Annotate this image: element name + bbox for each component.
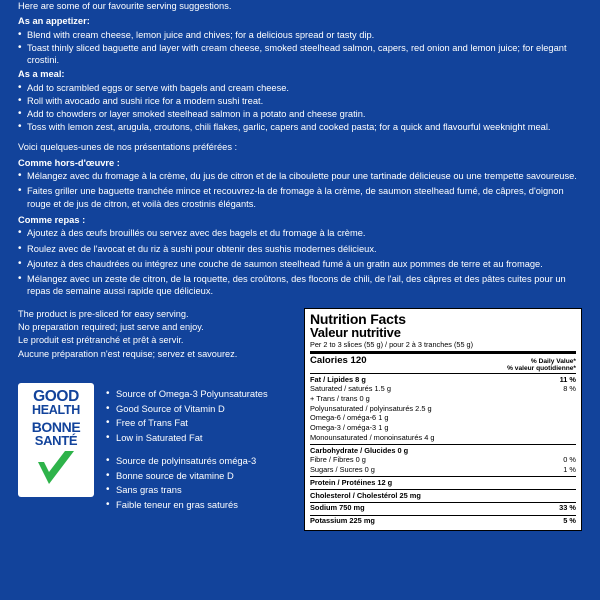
- serving-suggestions-en: [18, 0, 582, 134]
- list-item: • Mélangez avec du fromage à la crème, du jus de citron et de la ciboulette pour une tartinade délicieuse ou une trempette savoureuse.: [18, 170, 582, 182]
- left-column: [18, 308, 294, 513]
- badge-line-health: HEALTH: [32, 402, 80, 417]
- lower-section: [18, 308, 582, 532]
- list-item: • Ajoutez à des œufs brouillés ou servez avec des bagels et du fromage à la crème.: [18, 227, 582, 239]
- badge-line-bonne: BONNE: [31, 418, 81, 435]
- serving-list-repas: [18, 227, 582, 297]
- nutrient-label: Fibre / Fibres 0 g: [310, 455, 366, 465]
- prep-line: Le produit est prétranché et prêt à servir.: [18, 335, 184, 346]
- list-item: • Source de polyinsaturés oméga-3: [106, 454, 268, 469]
- list-item: • Bonne source de vitamine D: [106, 469, 268, 484]
- nutrient-label: Cholesterol / Cholestérol 25 mg: [310, 490, 421, 500]
- nutrient-label: Saturated / saturés 1.5 g: [310, 384, 391, 394]
- nutrition-title-en: Nutrition Facts: [310, 310, 406, 327]
- list-item: • Mélangez avec un zeste de citron, de la roquette, des croûtons, des flocons de chili, de l'ail, des câpres et des pâtes cuites pour un repas de semaine aussi rapide que délicieux.: [18, 273, 582, 298]
- nutrient-dv: 0 %: [563, 455, 576, 465]
- claims-list: [106, 383, 268, 513]
- serving-list-appetizer: [18, 29, 582, 67]
- list-item: • Faites griller une baguette tranchée mince et recouvrez-la de fromage à la crème, de saumon steelhead fumé, de câpres, d'oignon rouge et de jus de citron, et voilà des crostinis élégants.: [18, 185, 582, 210]
- nutrient-dv: [570, 424, 576, 433]
- daily-value-header: [507, 358, 576, 373]
- list-item: • Roulez avec de l'avocat et du riz à sushi pour obtenir des sushis modernes délicieux.: [18, 243, 582, 255]
- nutrient-label: Carbohydrate / Glucides 0 g: [310, 445, 409, 455]
- nutrient-label: Sodium 750 mg: [310, 503, 365, 513]
- claims-divider: [106, 445, 268, 454]
- nutrient-dv: [570, 447, 576, 456]
- nutrient-dv: [570, 479, 576, 488]
- nutrient-label: Omega-3 / oméga-3 1 g: [310, 423, 389, 433]
- list-item: • Good Source of Vitamin D: [106, 402, 268, 417]
- serving-intro-fr: Voici quelques-unes de nos présentations préférées :: [18, 141, 238, 152]
- nutrient-label: Polyunsaturated / polyinsaturés 2.5 g: [310, 403, 432, 413]
- nutrient-label: Potassium 225 mg: [310, 516, 375, 526]
- nutrient-dv: [570, 492, 576, 501]
- table-row: [310, 424, 576, 434]
- table-row: [310, 433, 576, 443]
- serving-heading-hors-doeuvre: Comme hors-d'œuvre :: [18, 157, 120, 168]
- list-item: • Add to chowders or layer smoked steelhead salmon in a potato and cheese gratin.: [18, 108, 582, 120]
- dv-label-fr: % valeur quotidienne*: [507, 364, 576, 372]
- table-row: [310, 491, 576, 501]
- list-item: • Source of Omega-3 Polyunsaturates: [106, 387, 268, 402]
- list-item: • Free of Trans Fat: [106, 416, 268, 431]
- serving-list-hors-doeuvre: [18, 170, 582, 210]
- divider: [310, 444, 576, 445]
- calories-row: [310, 355, 576, 373]
- right-column: [304, 308, 582, 532]
- nutrient-label: Sugars / Sucres 0 g: [310, 465, 375, 475]
- claims-list-fr: [106, 454, 268, 512]
- list-item: • Ajoutez à des chaudrées ou intégrez une couche de saumon steelhead fumé à un gratin aux pommes de terre et au fromage.: [18, 258, 582, 270]
- prep-line: The product is pre-sliced for easy serving.: [18, 308, 189, 319]
- nutrient-dv: [570, 434, 576, 443]
- nutrient-label: Omega-6 / oméga-6 1 g: [310, 413, 389, 423]
- nutrition-facts-table: [304, 308, 582, 532]
- claims-list-en: [106, 387, 268, 445]
- dv-label-en: % Daily Value*: [530, 357, 576, 365]
- list-item: • Add to scrambled eggs or serve with bagels and cream cheese.: [18, 82, 582, 94]
- nutrient-dv: 5 %: [563, 516, 576, 526]
- serving-heading-repas: Comme repas :: [18, 214, 86, 225]
- prep-line: Aucune préparation n'est requise; servez et savourez.: [18, 348, 238, 359]
- table-row: [310, 504, 576, 514]
- badge-line-good: GOOD: [33, 387, 79, 405]
- nutrition-title-fr: Valeur nutritive: [310, 325, 401, 341]
- checkmark-icon: [23, 450, 89, 490]
- list-item: • Toast thinly sliced baguette and layer with cream cheese, smoked steelhead salmon, capers, red onion and lemon juice; for elegant crostini.: [18, 42, 582, 67]
- nutrient-dv: 33 %: [559, 503, 576, 513]
- nutrient-label: + Trans / trans 0 g: [310, 393, 370, 403]
- calories-label: Calories 120: [310, 354, 367, 366]
- list-item: • Blend with cream cheese, lemon juice and chives; for a delicious spread or tasty dip.: [18, 29, 582, 41]
- nutrient-dv: 11 %: [559, 374, 576, 384]
- badge-line-sante: SANTÉ: [34, 432, 78, 448]
- nutrient-dv: [570, 395, 576, 404]
- nutrient-dv: [570, 405, 576, 414]
- health-claims-block: [18, 383, 294, 513]
- prep-line: No preparation required; just serve and enjoy.: [18, 321, 204, 332]
- nutrient-dv: 1 %: [563, 465, 576, 475]
- nutrition-serving-size: Per 2 to 3 slices (55 g) / pour 2 à 3 tranches (55 g): [310, 339, 474, 349]
- serving-heading-appetizer: As an appetizer:: [18, 16, 90, 27]
- serving-intro-en: Here are some of our favourite serving suggestions.: [18, 1, 232, 11]
- divider: [310, 351, 576, 354]
- serving-heading-meal: As a meal:: [18, 69, 65, 80]
- list-item: • Low in Saturated Fat: [106, 431, 268, 446]
- nutrient-label: Fat / Lipides 8 g: [310, 374, 366, 384]
- serving-suggestions-fr: [18, 141, 582, 298]
- nutrient-label: Protein / Protéines 12 g: [310, 477, 393, 487]
- table-row: [310, 466, 576, 476]
- list-item: • Faible teneur en gras saturés: [106, 498, 268, 513]
- divider: [310, 489, 576, 490]
- divider: [310, 373, 576, 374]
- table-row: [310, 517, 576, 527]
- list-item: • Roll with avocado and sushi rice for a modern sushi treat.: [18, 95, 582, 107]
- nutrient-dv: 8 %: [563, 384, 576, 394]
- list-item: • Toss with lemon zest, arugula, croutons, chili flakes, garlic, capers and cooked pasta; for a quick and flavourful weeknight meal.: [18, 121, 582, 133]
- table-row: [310, 478, 576, 488]
- nutrient-label: Monounsaturated / monoinsaturés 4 g: [310, 432, 435, 442]
- serving-list-meal: [18, 82, 582, 134]
- nutrient-dv: [570, 414, 576, 423]
- table-row: [310, 394, 576, 404]
- list-item: • Sans gras trans: [106, 483, 268, 498]
- good-health-badge: [18, 383, 94, 497]
- preparation-text: [18, 308, 294, 361]
